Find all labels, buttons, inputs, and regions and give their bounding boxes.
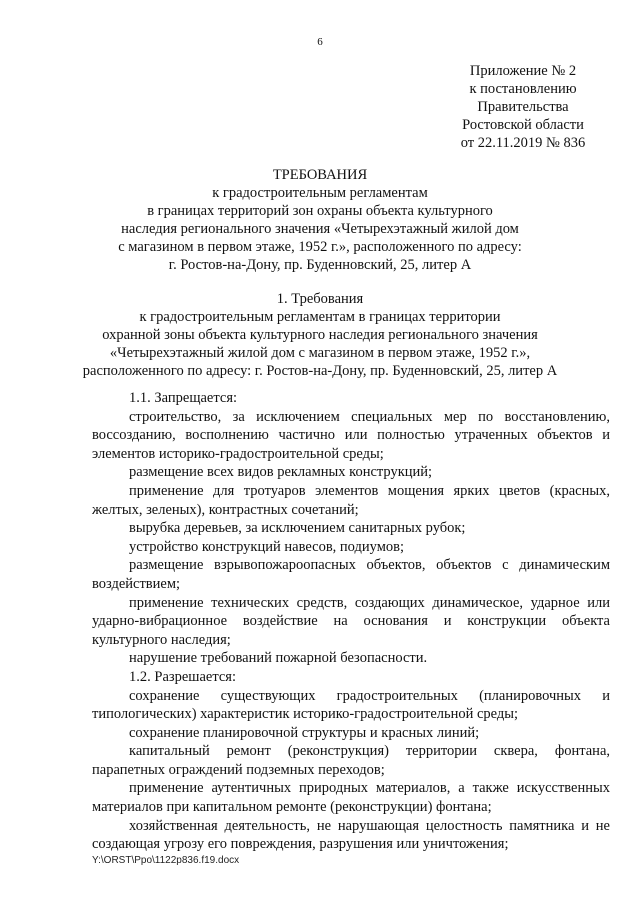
title-line: наследия регионального значения «Четырехэтажный жилой дом bbox=[121, 221, 519, 237]
appendix-line: от 22.11.2019 № 836 bbox=[460, 135, 586, 151]
list-item: нарушение требований пожарной безопасности. bbox=[129, 650, 428, 667]
file-path-footer: Y:\ORST\Ppo\1122p836.f19.docx bbox=[92, 855, 240, 866]
title-line: в границах территорий зон охраны объекта культурного bbox=[147, 203, 493, 219]
appendix-line: Правительства bbox=[477, 99, 569, 115]
list-item: размещение взрывопожароопасных объектов, объектов с динамическим воздействием; bbox=[92, 557, 610, 592]
document-title bbox=[0, 166, 640, 274]
section-heading-line: 1. Требования bbox=[276, 291, 364, 307]
subsection-heading: 1.2. Разрешается: bbox=[129, 668, 236, 685]
title-line: с магазином в первом этаже, 1952 г.», расположенного по адресу: bbox=[118, 239, 522, 255]
section-heading bbox=[0, 290, 640, 380]
document-body bbox=[92, 389, 610, 854]
title-line: ТРЕБОВАНИЯ bbox=[272, 167, 368, 183]
appendix-block bbox=[438, 62, 608, 152]
appendix-line: к постановлению bbox=[469, 81, 577, 97]
list-item: размещение всех видов рекламных конструкций; bbox=[129, 464, 433, 481]
title-line: г. Ростов-на-Дону, пр. Буденновский, 25, литер А bbox=[168, 257, 472, 273]
section-heading-line: расположенного по адресу: г. Ростов-на-Дону, пр. Буденновский, 25, литер А bbox=[82, 363, 558, 379]
appendix-line: Приложение № 2 bbox=[469, 63, 577, 79]
list-item: капитальный ремонт (реконструкция) территории сквера, фонтана, парапетных ограждений подземных переходов; bbox=[92, 743, 610, 778]
page-number: 6 bbox=[317, 36, 323, 48]
appendix-line: Ростовской области bbox=[462, 117, 584, 133]
list-item: сохранение существующих градостроительных (планировочных и типологических) характеристик историко-градостроительной среды; bbox=[92, 687, 610, 723]
list-item: строительство, за исключением специальных мер по восстановлению, воссозданию, восполнению частично или полностью утраченных объектов и элементов историко-градостроительной среды; bbox=[92, 408, 610, 462]
section-heading-line: охранной зоны объекта культурного наследия регионального значения bbox=[102, 327, 538, 343]
list-item: применение технических средств, создающих динамическое, ударное или ударно-вибрационное воздействие на основания и конструкции объекта культурного наследия; bbox=[92, 594, 610, 648]
subsection-heading: 1.1. Запрещается: bbox=[129, 390, 238, 406]
list-item: применение для тротуаров элементов мощения ярких цветов (красных, желтых, зеленых), контрастных сочетаний; bbox=[92, 482, 610, 518]
title-line: к градостроительным регламентам bbox=[212, 185, 428, 201]
list-item: применение аутентичных природных материалов, а также искусственных материалов при капитальном ремонте (реконструкции) фонтана; bbox=[92, 780, 610, 816]
list-item: сохранение планировочной структуры и красных линий; bbox=[129, 724, 480, 741]
list-item: вырубка деревьев, за исключением санитарных рубок; bbox=[129, 520, 466, 537]
section-heading-line: «Четырехэтажный жилой дом с магазином в первом этаже, 1952 г.», bbox=[109, 345, 531, 361]
list-item: хозяйственная деятельность, не нарушающая целостность памятника и не создающая угрозу его повреждения, разрушения или уничтожения; bbox=[92, 817, 610, 853]
section-heading-line: к градостроительным регламентам в границах территории bbox=[139, 309, 501, 325]
list-item: устройство конструкций навесов, подиумов; bbox=[129, 538, 405, 555]
